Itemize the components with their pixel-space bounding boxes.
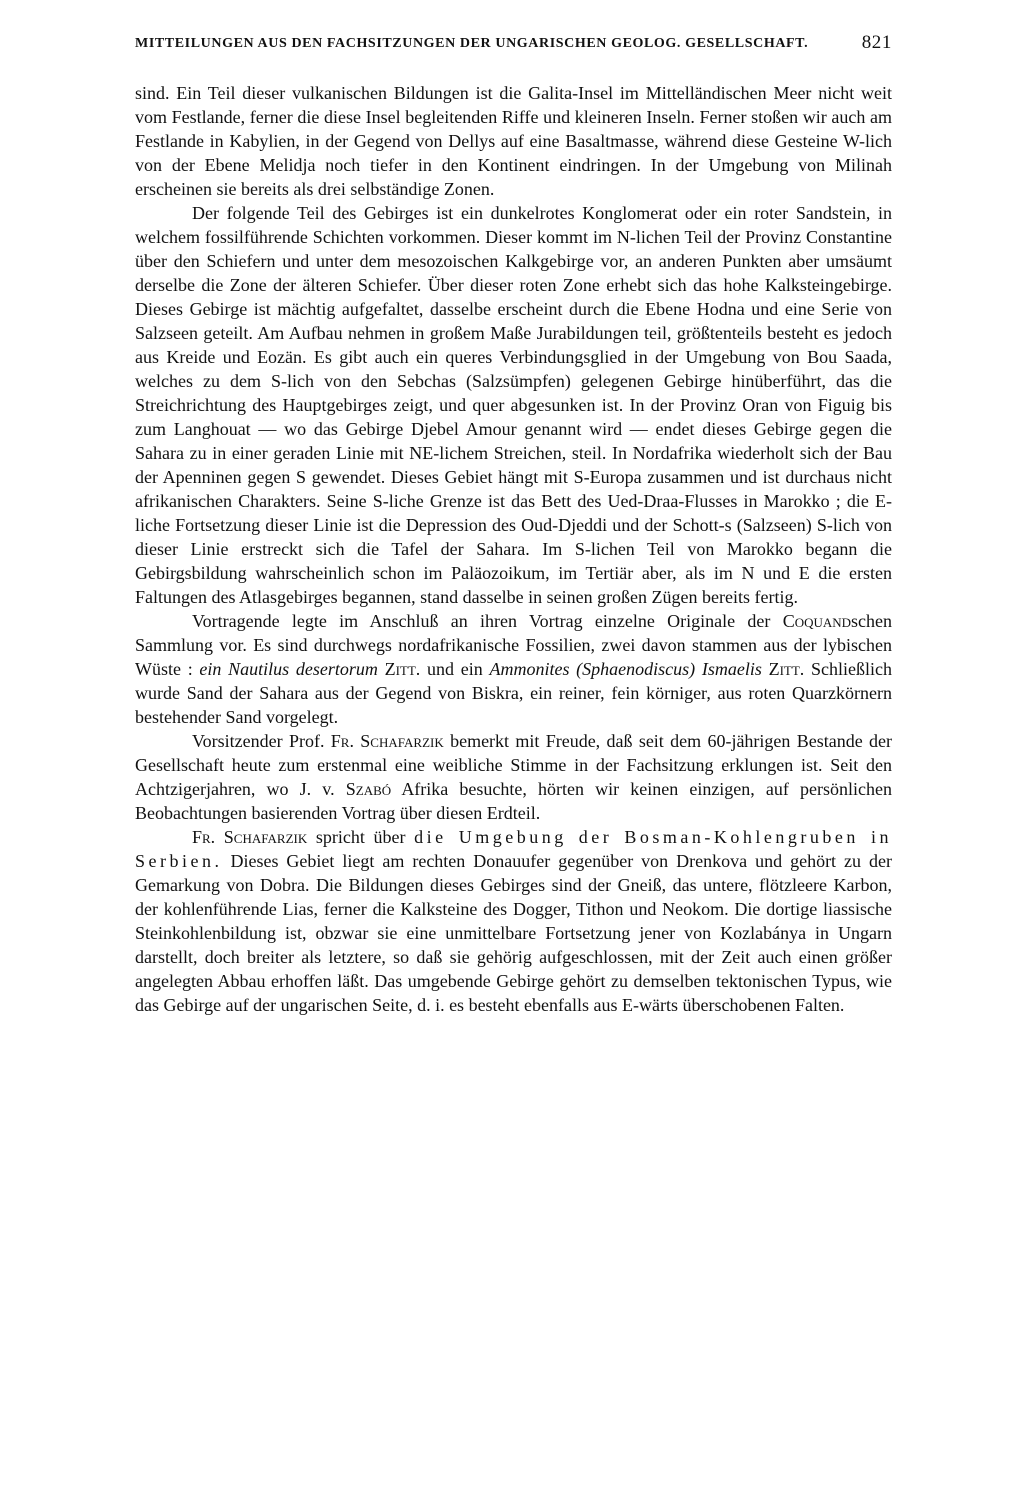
paragraph-1-text: sind. Ein Teil dieser vulkanischen Bildungen ist die Galita-Insel im Mittelländischen Meer nicht weit vom Festlande, ferner die diese Insel begleitenden Riffe und kleineren Inseln. Ferner stoßen wir auch am Festlande in Kabylien, in der Gegend von Dellys auf eine Basaltmasse, während diese Gesteine W-lich von der Ebene Melidja noch tiefer in den Kontinent eindringen. In der Umgebung von Milinah erscheinen sie bereits als drei selbständige Zonen. — [135, 83, 892, 199]
paragraph-3-text-d: Schließlich wurde Sand der Sahara aus der Gegend von Biskra, ein reiner, fein körniger, aus roten Quarzkörnern bestehender Sand vorgelegt. — [135, 659, 892, 727]
paragraph-5-text-b: Dieses Gebiet liegt am rechten Donauufer gegenüber von Drenkova und gehört zu der Gemarkung von Dobra. Die Bildungen dieses Gebirges sind der Gneiß, das untere, flötzleere Karbon, der kohlenführende Lias, ferner die Kalksteine des Dogger, Tithon und Neokom. Die dortige liassische Steinkohlenbildung ist, obzwar sie eine unmittelbare Fortsetzung jener von Kozlabánya in Ungarn darstellt, doch breiter als letztere, so daß sie gehörig aufgeschlossen, mit der Zeit auch einen größer angelegten Abbau erhoffen läßt. Das umgebende Gebirge gehört zu demselben tektonischen Typus, wie das Gebirge auf der ungarischen Seite, d. i. es besteht ebenfalls aus E-wärts überschobenen Falten. — [135, 851, 892, 1015]
running-head — [135, 34, 892, 58]
page-number: 821 — [861, 32, 892, 53]
paragraph-4-text-c: Afrika besuchte, hörten wir keinen einzigen, auf persönlichen Beobachtungen basierenden Vortrag über diesen Erdteil. — [135, 779, 892, 823]
lecture-title-spaced: die Umgebung der Bosman-Kohlengruben in Serbien. — [135, 827, 893, 871]
speaker-name-schafarzik: Fr. Schafarzik — [330, 731, 444, 751]
paragraph-4 — [135, 729, 892, 825]
paragraph-2 — [135, 201, 892, 609]
author-name-coquand: Coquand — [782, 611, 852, 631]
speaker-name-schafarzik-2: Fr. Schafarzik — [192, 827, 308, 847]
species-nautilus: ein Nautilus desertorum — [199, 659, 378, 679]
author-name-zittel-2: Zitt. — [768, 659, 805, 679]
paragraph-3-text-c: und ein — [427, 659, 483, 679]
paragraph-3-text-a: Vortragende legte im Anschluß an ihren Vortrag einzelne Originale der — [192, 611, 771, 631]
paragraph-5-text-a: spricht über — [315, 827, 406, 847]
paragraph-3-text-b: schen Sammlung vor. Es sind durchwegs nordafrikanische Fossilien, zwei davon stammen aus der lybischen Wüste : — [135, 611, 893, 679]
paragraph-4-text-a: Vorsitzender Prof. — [192, 731, 325, 751]
paragraph-4-text-b: bemerkt mit Freude, daß seit dem 60-jährigen Bestande der Gesellschaft heute zum erstenmal eine weibliche Stimme in der Fachsitzung erklungen ist. Seit den Achtzigerjahren, wo J. v. — [135, 731, 893, 799]
running-head-title: MITTEILUNGEN AUS DEN FACHSITZUNGEN DER UNGARISCHEN GEOLOG. GESELLSCHAFT. — [135, 36, 809, 51]
paragraph-3 — [135, 609, 892, 729]
paragraph-5 — [135, 825, 892, 1017]
article-body — [135, 81, 892, 1017]
species-ammonites: Ammonites (Sphaenodiscus) Ismaelis — [489, 659, 762, 679]
person-name-szabo: Szabó — [345, 779, 392, 799]
paragraph-2-text: Der folgende Teil des Gebirges ist ein dunkelrotes Konglomerat oder ein roter Sandstein, in welchem fossilführende Schichten vorkommen. Dieser kommt im N-lichen Teil der Provinz Constantine über den Schiefern und unter dem mesozoischen Kalkgebirge vor, an anderen Punkten aber umsäumt derselbe die Zone der älteren Schiefer. Über dieser roten Zone erhebt sich das hohe Kalksteingebirge. Dieses Gebirge ist mächtig aufgefaltet, dasselbe erscheint durch die Ebene Hodna und eine Serie von Salzseen geteilt. Am Aufbau nehmen in großem Maße Jurabildungen teil, größtenteils besteht es jedoch aus Kreide und Eozän. Es gibt auch ein queres Verbindungsglied in der Umgebung von Bou Saada, welches zu dem S-lich von den Sebchas (Salzsümpfen) gelegenen Gebirge hinüberführt, das die Streichrichtung des Hauptgebirges zeigt, und quer abgesunken ist. In der Provinz Oran von Figuig bis zum Langhouat — wo das Gebirge Djebel Amour genannt wird — endet dieses Gebirge gegen die Sahara zu in einer geraden Linie mit NE-lichem Streichen, steil. In Nordafrika wiederholt sich der Bau der Apenninen gegen S gewendet. Dieses Gebiet hängt mit S-Europa zusammen und ist durchaus nicht afrikanischen Charakters. Seine S-liche Grenze ist das Bett des Ued-Draa-Flusses in Marokko ; die E-liche Fortsetzung dieser Linie ist die Depression des Oud-Djeddi und der Schott-s (Salzseen) S-lich von dieser Linie erstreckt sich die Tafel der Sahara. Im S-lichen Teil von Marokko begann die Gebirgsbildung wahrscheinlich schon im Paläozoikum, im Tertiär aber, als im N und E die ersten Faltungen des Atlasgebirges begannen, stand dasselbe in seinen großen Zügen bereits fertig. — [135, 203, 892, 607]
paragraph-1 — [135, 81, 892, 201]
author-name-zittel-1: Zitt. — [384, 659, 421, 679]
